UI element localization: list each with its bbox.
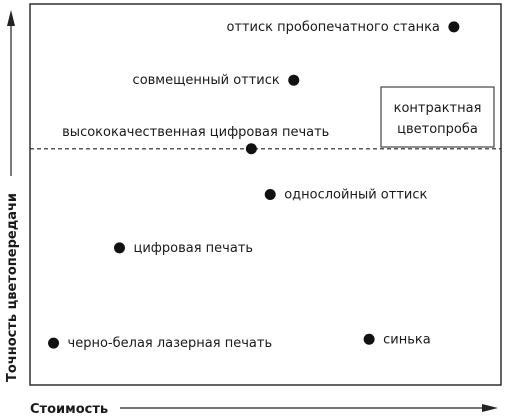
data-point-7 <box>364 334 375 345</box>
data-point-3 <box>246 143 257 154</box>
data-point-label-1: оттиск пробопечатного станка <box>226 19 440 35</box>
y-axis-arrow-head <box>7 10 15 26</box>
data-point-4 <box>265 189 276 200</box>
y-axis-label: Точность цветопередачи <box>5 193 20 382</box>
x-axis-arrow-head <box>482 404 498 412</box>
data-point-label-6: черно-белая лазерная печать <box>67 336 273 352</box>
data-point-2 <box>288 75 299 86</box>
data-point-label-5: цифровая печать <box>133 240 254 256</box>
data-point-label-7: синька <box>383 332 431 348</box>
x-axis-label: Стоимость <box>30 402 109 417</box>
data-point-1 <box>448 21 459 32</box>
annotation-box <box>381 87 494 147</box>
annotation-box-line-1: контрактная <box>393 101 482 116</box>
annotation-box-line-2: цветопроба <box>397 122 478 137</box>
data-point-6 <box>48 338 59 349</box>
data-point-label-2: совмещенный оттиск <box>132 73 280 89</box>
data-point-label-4: однослойный оттиск <box>284 187 428 203</box>
data-point-label-3: высококачественная цифровая печать <box>62 124 330 140</box>
data-point-5 <box>114 242 125 253</box>
annotation-box-frame <box>381 87 494 147</box>
